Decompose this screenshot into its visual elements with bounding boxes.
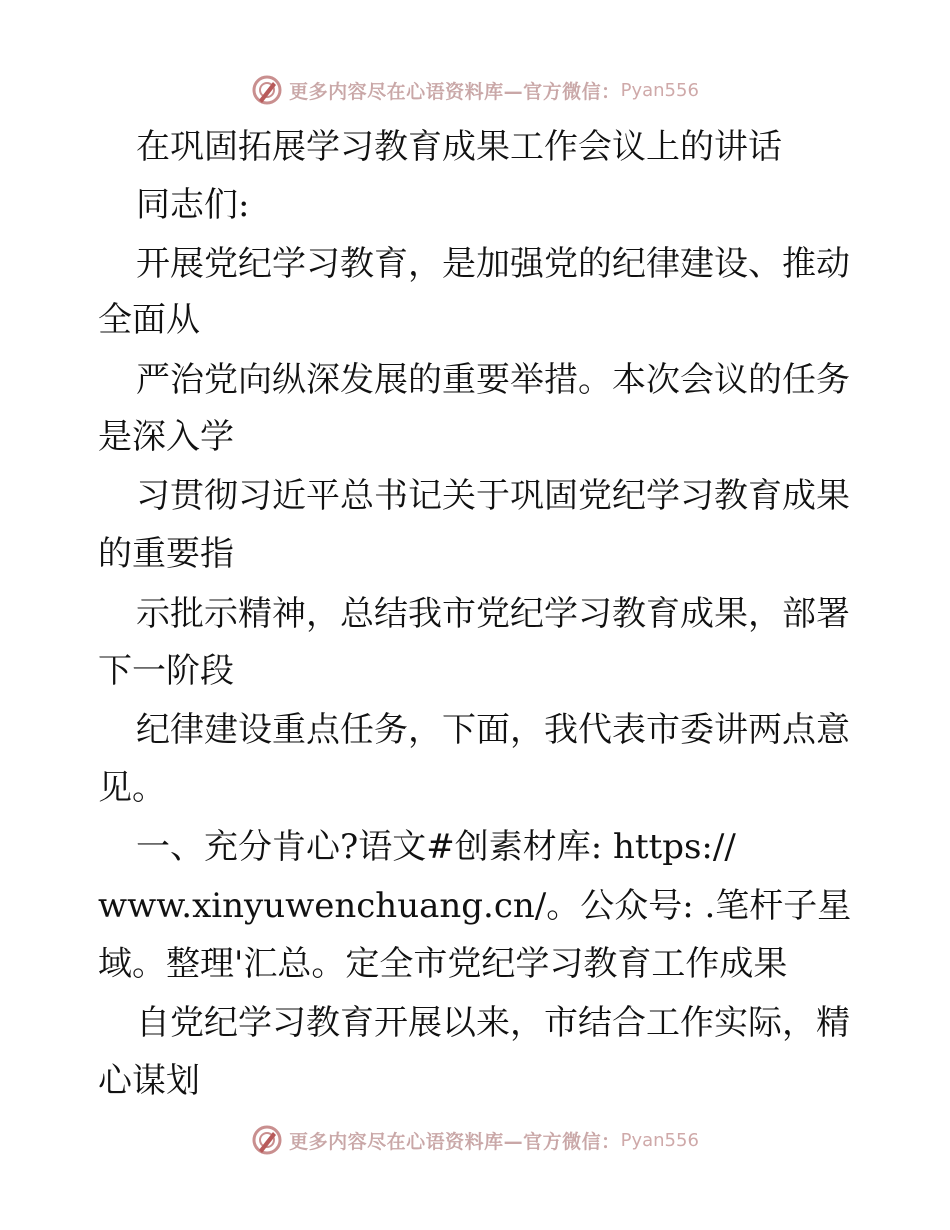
text-line: 习贯彻习近平总书记关于巩固党纪学习教育成果	[136, 476, 850, 516]
watermark-text: 更多内容尽在心语资料库—官方微信：	[289, 80, 621, 103]
text-line: 的重要指	[98, 534, 234, 574]
text-line: 见。	[98, 768, 166, 808]
pen-logo-icon	[251, 1124, 283, 1156]
text-line: 心谋划	[98, 1061, 200, 1101]
watermark-text: 更多内容尽在心语资料库—官方微信：	[289, 1130, 621, 1153]
document-title: 在巩固拓展学习教育成果工作会议上的讲话	[136, 127, 782, 167]
text-line: 全面从	[98, 300, 200, 340]
text-line: www.xinyuwenchuang.cn/。公众号: .笔杆子星	[98, 886, 852, 926]
text-line: 一、充分肯心?语文#创素材库: https://	[136, 827, 736, 867]
watermark-contact: Pyan556	[620, 79, 699, 101]
watermark-contact: Pyan556	[620, 1129, 699, 1151]
text-line: 域。整理'汇总。定全市党纪学习教育工作成果	[98, 944, 788, 984]
text-line: 是深入学	[98, 417, 234, 457]
text-line: 纪律建设重点任务，下面，我代表市委讲两点意	[136, 710, 850, 750]
pen-logo-icon	[251, 74, 283, 106]
header-watermark	[0, 70, 950, 110]
text-line: 同志们:	[136, 185, 250, 225]
text-line: 下一阶段	[98, 651, 234, 691]
text-line: 示批示精神，总结我市党纪学习教育成果，部署	[136, 594, 850, 634]
text-line: 自党纪学习教育开展以来，市结合工作实际，精	[136, 1003, 850, 1043]
text-line: 严治党向纵深发展的重要举措。本次会议的任务	[136, 360, 850, 400]
footer-watermark	[0, 1120, 950, 1160]
text-line: 开展党纪学习教育，是加强党的纪律建设、推动	[136, 244, 850, 284]
